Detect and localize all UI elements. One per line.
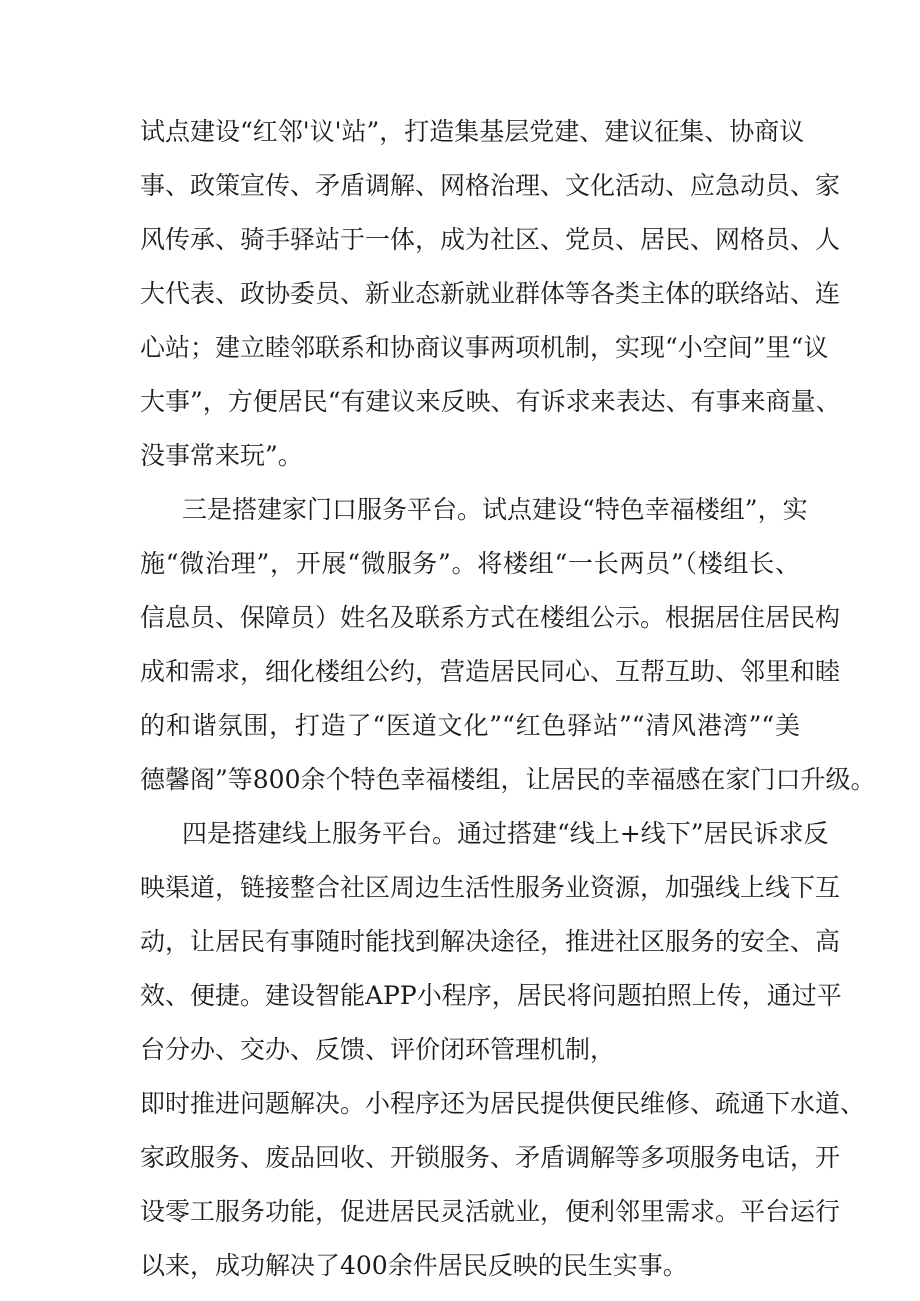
text-line-6: 大事”，方便居民“有建议来反映、有诉求来表达、有事来商量、 <box>140 387 841 416</box>
text-line-18: 台分办、交办、反馈、评价闭环管理机制， <box>140 1035 616 1064</box>
text-line-9: 施“微治理”，开展“微服务”。将楼组“一长两员”（楼组长、 <box>140 549 800 578</box>
text-line-8: 三是搭建家门口服务平台。试点建设“特色幸福楼组”，实 <box>182 495 808 524</box>
text-line-11: 成和需求，细化楼组公约，营造居民同心、互帮互助、邻里和睦 <box>140 657 841 686</box>
text-line-12: 的和谐氛围，打造了“医道文化”“红色驿站”“清风港湾”“美 <box>140 711 800 740</box>
text-line-13: 德馨阁”等800余个特色幸福楼组，让居民的幸福感在家门口升级。 <box>140 765 876 794</box>
text-line-21: 设零工服务功能，促进居民灵活就业，便利邻里需求。平台运行 <box>140 1197 841 1226</box>
text-line-19: 即时推进问题解决。小程序还为居民提供便民维修、疏通下水道、 <box>140 1089 866 1118</box>
text-line-22: 以来，成功解决了400余件居民反映的民生实事。 <box>140 1251 688 1280</box>
text-line-10: 信息员、保障员）姓名及联系方式在楼组公示。根据居住居民构 <box>140 603 841 632</box>
text-line-4: 大代表、政协委员、新业态新就业群体等各类主体的联络站、连 <box>140 279 841 308</box>
text-line-17: 效、便捷。建设智能APP小程序，居民将问题拍照上传，通过平 <box>140 981 842 1010</box>
text-line-14: 四是搭建线上服务平台。通过搭建“线上+线下”居民诉求反 <box>182 819 829 848</box>
text-line-2: 事、政策宣传、矛盾调解、网格治理、文化活动、应急动员、家 <box>140 171 841 200</box>
text-line-20: 家政服务、废品回收、开锁服务、矛盾调解等多项服务电话，开 <box>140 1143 841 1172</box>
text-line-5: 心站；建立睦邻联系和协商议事两项机制，实现“小空间”里“议 <box>140 333 829 362</box>
text-line-1: 试点建设“红邻'议'站”，打造集基层党建、建议征集、协商议 <box>140 117 805 146</box>
text-line-15: 映渠道，链接整合社区周边生活性服务业资源，加强线上线下互 <box>140 873 841 902</box>
text-line-3: 风传承、骑手驿站于一体，成为社区、党员、居民、网格员、人 <box>140 225 841 254</box>
text-line-16: 动，让居民有事随时能找到解决途径，推进社区服务的安全、高 <box>140 927 841 956</box>
text-line-7: 没事常来玩”。 <box>140 441 303 470</box>
